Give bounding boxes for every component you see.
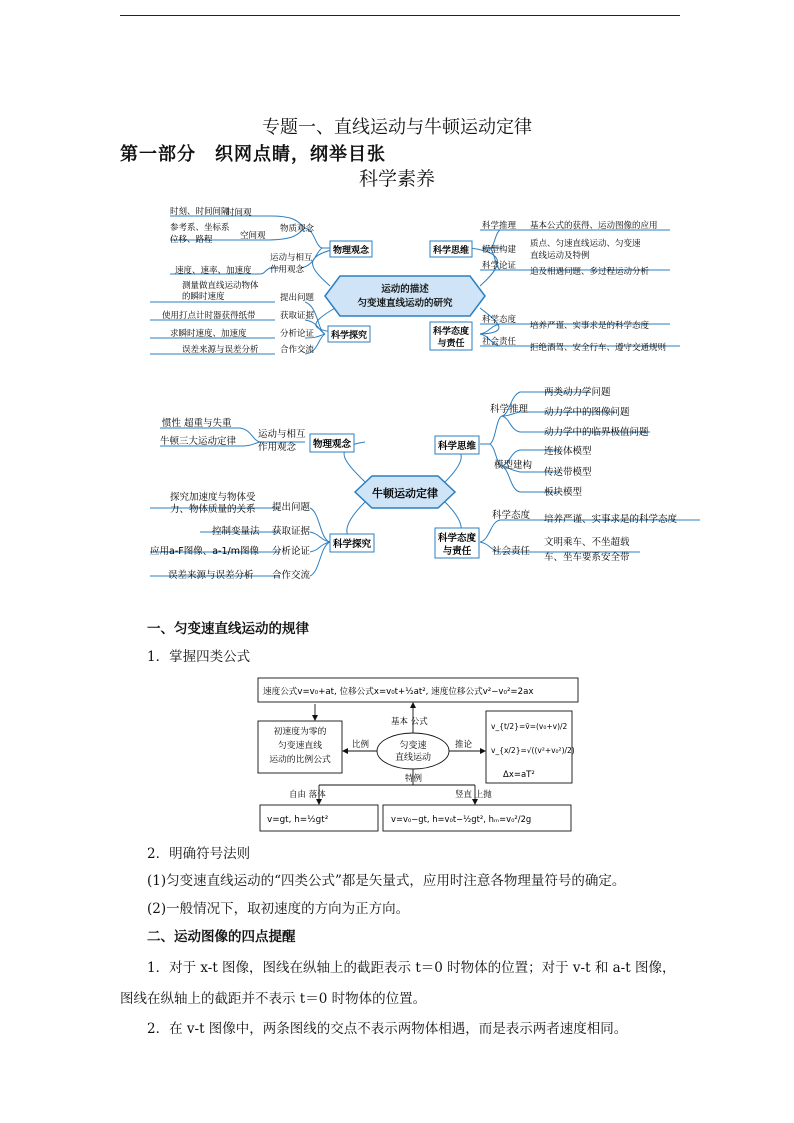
attitude-item: 科学态度 bbox=[482, 315, 517, 325]
inquiry-step-2-4: 合作交流 bbox=[272, 570, 311, 581]
item-1: 1．掌握四类公式 bbox=[147, 649, 251, 665]
sec2-paragraph-2: 2．在 v-t 图像中，两条图线的交点不表示两物体相遇，而是表示两者速度相同。 bbox=[147, 1021, 628, 1037]
center-ellipse bbox=[377, 733, 449, 769]
motion-interaction-1: 运动与相互 bbox=[270, 253, 313, 263]
inquiry-item-3: 求瞬时速度、加速度 bbox=[170, 329, 247, 339]
motion-interaction-2b: 作用观念 bbox=[258, 442, 297, 453]
inquiry-item-2-1a: 探究加速度与物体受 bbox=[170, 492, 256, 503]
social-text-2a: 文明乘车、不坐超载 bbox=[544, 537, 630, 548]
label-attitude-2a: 科学态度 bbox=[437, 533, 477, 544]
sec2-paragraph-1a: 1．对于 x-t 图像，图线在纵轴上的截距表示 t＝0 时物体的位置；对于 v-t 和 a-t 图像， bbox=[147, 960, 676, 976]
argument: 科学论证 bbox=[482, 261, 517, 271]
matter-concept: 物质观念 bbox=[280, 224, 315, 234]
inquiry-item-2-1b: 力、物体质量的关系 bbox=[170, 504, 256, 515]
section-1-heading: 一、匀变速直线运动的规律 bbox=[147, 621, 309, 637]
top-formula: 速度公式v=v₀+at, 位移公式x=v₀t+½at², 速度位移公式v²−v₀²=2ax bbox=[263, 687, 534, 697]
header-rule bbox=[120, 15, 680, 16]
label-ratio: 比例 bbox=[352, 740, 370, 750]
inquiry-step-3: 分析论证 bbox=[280, 329, 315, 339]
argument-text: 追及相遇问题、多过程运动分析 bbox=[530, 267, 650, 277]
inquiry-step-2-2: 获取证据 bbox=[272, 526, 311, 537]
modeling-item-1: 连接体模型 bbox=[544, 446, 592, 457]
part-heading: 第一部分 织网点睛，纲举目张 bbox=[120, 144, 386, 165]
section-label: 科学素养 bbox=[358, 168, 435, 190]
label-attitude-2: 与责任 bbox=[437, 339, 465, 349]
label-attitude-2b: 与责任 bbox=[442, 546, 472, 557]
inquiry-item-1b: 的瞬时速度 bbox=[182, 292, 225, 302]
mind-map-kinematics bbox=[140, 198, 700, 373]
reasoning-item-1: 两类动力学问题 bbox=[544, 387, 611, 398]
label-science-inquiry-2: 科学探究 bbox=[332, 539, 372, 550]
inquiry-step-2: 获取证据 bbox=[280, 311, 315, 321]
inquiry-item-4: 误差来源与误差分析 bbox=[182, 345, 259, 355]
label-free-fall: 自由 落体 bbox=[289, 790, 326, 800]
sec2-paragraph-1b: 图线在纵轴上的截距并不表示 t＝0 时物体的位置。 bbox=[120, 991, 427, 1007]
space-items-2: 位移、路程 bbox=[170, 235, 213, 245]
ratio-line-1: 初速度为零的 bbox=[273, 727, 327, 737]
motion-interaction-2a: 运动与相互 bbox=[258, 429, 306, 440]
modeling: 模型构建 bbox=[482, 245, 517, 255]
label-science-inquiry: 科学探究 bbox=[330, 331, 368, 341]
modeling-text-1: 质点、匀速直线运动、匀变速 bbox=[530, 239, 641, 249]
social-text-2b: 车、坐车要系安全带 bbox=[544, 552, 630, 563]
label-physics-concept: 物理观念 bbox=[332, 246, 370, 256]
label-special: 特例 bbox=[405, 774, 423, 784]
formula-diagram bbox=[255, 673, 585, 838]
motion-interaction-2: 作用观念 bbox=[270, 265, 305, 275]
three-laws-text: 牛顿三大运动定律 bbox=[160, 436, 237, 447]
center-line-1: 运动的描述 bbox=[381, 284, 429, 295]
inquiry-item-2: 使用打点计时器获得纸带 bbox=[162, 311, 256, 321]
inquiry-step-4: 合作交流 bbox=[280, 345, 315, 355]
reasoning-item-2: 动力学中的图像问题 bbox=[544, 407, 630, 418]
center-line-a: 匀变速 bbox=[399, 741, 427, 751]
infer-line-2: v_{x/2}=√((v²+v₀²)/2) bbox=[491, 746, 575, 755]
label-science-thinking-2: 科学思维 bbox=[437, 441, 477, 452]
center-line-b: 直线运动 bbox=[394, 753, 432, 763]
label-basic: 基本 公式 bbox=[391, 717, 428, 727]
reasoning: 科学推理 bbox=[482, 221, 517, 231]
social-item: 社会责任 bbox=[482, 337, 517, 347]
label-vertical: 竖直 上抛 bbox=[455, 790, 492, 800]
inquiry-item-2-3: 应用a-F图像、a-1/m图像 bbox=[150, 546, 259, 557]
inquiry-step-1: 提出问题 bbox=[280, 293, 315, 303]
reasoning-item-3: 动力学中的临界极值问题 bbox=[544, 427, 649, 438]
mind-map-newton bbox=[140, 382, 710, 587]
inquiry-item-1a: 测量做直线运动物体 bbox=[182, 281, 259, 291]
inquiry-step-2-3: 分析论证 bbox=[272, 546, 311, 557]
modeling-item-2: 传送带模型 bbox=[544, 467, 592, 478]
label-attitude-1: 科学态度 bbox=[432, 327, 470, 337]
inquiry-item-2-2: 控制变量法 bbox=[212, 526, 260, 537]
social-text: 拒绝酒驾、安全行车、遵守交通规则 bbox=[530, 343, 667, 353]
free-formula: v=gt, h=½gt² bbox=[267, 815, 329, 825]
vertical-formula: v=v₀−gt, h=v₀t−½gt², hₘ=v₀²/2g bbox=[391, 814, 532, 824]
ratio-line-3: 运动的比例公式 bbox=[269, 755, 331, 765]
infer-line-1: v_{t/2}=v̄=(v₀+v)/2 bbox=[491, 722, 568, 731]
reasoning-2: 科学推理 bbox=[490, 404, 529, 415]
page-title: 专题一、直线运动与牛顿运动定律 bbox=[262, 117, 532, 138]
inquiry-step-2-1: 提出问题 bbox=[272, 502, 311, 513]
time-items: 时刻、时间间隔 bbox=[170, 207, 230, 217]
center-line-2: 匀变速直线运动的研究 bbox=[357, 298, 453, 309]
modeling-2: 模型建构 bbox=[494, 460, 533, 471]
center-node bbox=[325, 276, 485, 316]
space-view: 空间观 bbox=[240, 231, 266, 241]
reasoning-text: 基本公式的获得、运动图像的应用 bbox=[530, 221, 658, 231]
attitude-text-2: 培养严谨、实事求是的科学态度 bbox=[544, 514, 678, 525]
label-infer: 推论 bbox=[455, 740, 473, 750]
ratio-line-2: 匀变速直线 bbox=[278, 741, 322, 751]
section-2-heading: 二、运动图像的四点提醒 bbox=[147, 929, 296, 945]
label-physics-concept-2: 物理观念 bbox=[312, 439, 352, 450]
inertia-text: 惯性 超重与失重 bbox=[162, 418, 232, 429]
social-item-2: 社会责任 bbox=[492, 546, 531, 557]
center-label-2: 牛顿运动定律 bbox=[372, 487, 438, 500]
item-2: 2．明确符号法则 bbox=[147, 846, 251, 862]
space-items-1: 参考系、坐标系 bbox=[170, 223, 230, 233]
modeling-item-3: 板块模型 bbox=[544, 487, 583, 498]
speed-items: 速度、速率、加速度 bbox=[175, 266, 252, 276]
time-view: 时间观 bbox=[226, 208, 252, 218]
sec1-paragraph-1: (1)匀变速直线运动的“四类公式”都是矢量式，应用时注意各物理量符号的确定。 bbox=[147, 873, 626, 889]
sec1-paragraph-2: (2)一般情况下，取初速度的方向为正方向。 bbox=[147, 901, 410, 917]
attitude-text: 培养严谨、实事求是的科学态度 bbox=[530, 321, 650, 331]
inquiry-item-2-4: 误差来源与误差分析 bbox=[168, 570, 254, 581]
label-science-thinking: 科学思维 bbox=[432, 246, 470, 256]
infer-line-3: Δx=aT² bbox=[503, 770, 535, 780]
modeling-text-2: 直线运动及特例 bbox=[530, 251, 590, 261]
attitude-item-2: 科学态度 bbox=[492, 510, 531, 521]
